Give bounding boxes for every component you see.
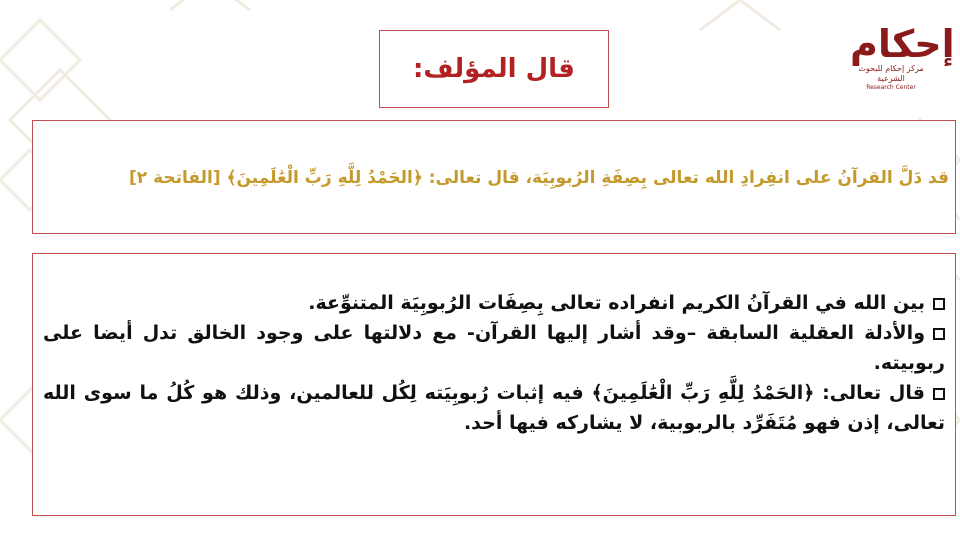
checkbox-bullet-icon <box>933 298 945 310</box>
intro-box <box>32 120 956 234</box>
points-box <box>32 253 956 516</box>
title-box <box>379 30 609 108</box>
points-paragraph <box>43 288 945 438</box>
checkbox-bullet-icon <box>933 328 945 340</box>
logo-subtitle: مركز إحكام للبحوث الشرعية <box>858 64 924 83</box>
logo-tagline: Research Center <box>866 84 916 91</box>
logo-mark: إحكام <box>850 22 955 66</box>
slide-title: قال المؤلف: <box>413 54 575 84</box>
point-text: والأدلة العقلية السابقة –وقد أشار إليها القرآن- مع دلالتها على وجود الخالق تدل أيضا على ربوبيته. <box>43 322 945 374</box>
checkbox-bullet-icon <box>933 388 945 400</box>
intro-text: قد دَلَّ القرآنُ على انفِرادِ الله تعالى بِصِفَةِ الرُبوبِيَة، قال تعالى: ﴿الحَمْدُ لِلَّهِ رَبِّ الْعَٰلَمِينَ﴾ [الفاتحة ٢] <box>128 167 949 188</box>
point-text: قال تعالى: ﴿الحَمْدُ لِلَّهِ رَبِّ الْعَٰلَمِينَ﴾ فيه إثبات رُبوبِيَته لِكُل للعالمين، وذلك هو كُلُ ما سوى الله تعالى، إذن فهو مُتَفَرِّد بالربوبية، لا يشاركه فيها أحد. <box>43 382 945 434</box>
point-text: بين الله في القرآنُ الكريم انفراده تعالى بِصِفَات الرُبوبِيَة المتنوِّعة. <box>308 292 925 314</box>
logo <box>850 22 955 94</box>
